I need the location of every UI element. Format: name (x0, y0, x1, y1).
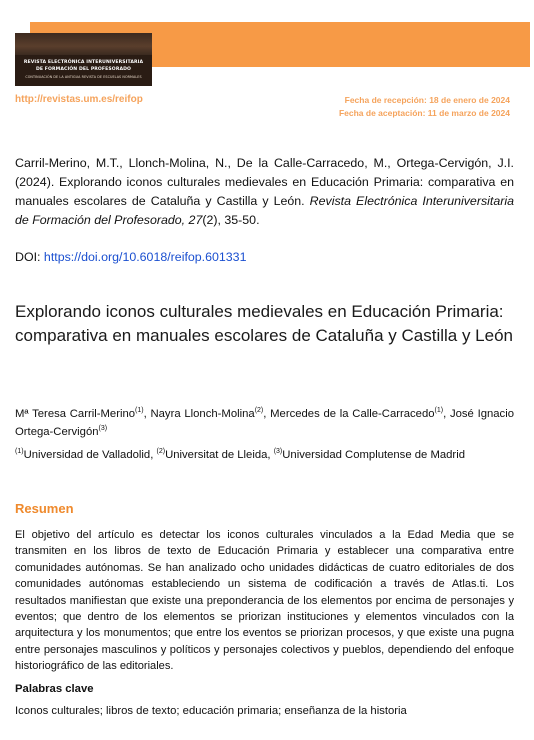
abstract-text: El objetivo del artículo es detectar los iconos culturales vinculados a la Edad Media que se transmiten en los libros de texto de Educación Primaria y establecer una comparativa entre comunidades autónomas. Se han analizado ocho unidades didácticas de cuatro editoriales de dos comunidades autónomas estableciendo un sistema de codificación a través de Atlas.ti. Los resultados manifiestan que existe una preponderancia de los elementos por encima de personajes y eventos; que dentro de los elementos se priorizan instituciones y elementos vinculados con la arquitectura y los monumentos; que entre los eventos se priorizan procesos, y que existe una pugna entre personajes masculinos y políticos y personajes colectivos y pueblos, dependiendo del enfoque historiográfico de las editoriales. (15, 529, 514, 673)
affiliation-mark: (3) (273, 448, 283, 455)
logo-subtitle: CONTINUACIÓN DE LA ANTIGUA REVISTA DE ESCUELAS NORMALES (25, 75, 142, 79)
author-name: José Ignacio Ortega-Cervigón (15, 408, 514, 438)
doi-link[interactable]: https://doi.org/10.6018/reifop.601331 (43, 250, 247, 264)
affiliation-name: Universitat de Lleida (165, 449, 268, 461)
logo-title-line-1: REVISTA ELECTRÓNICA INTERUNIVERSITARIA (23, 60, 144, 65)
accepted-date: Fecha de aceptación: 11 de marzo de 2024 (338, 108, 510, 118)
keywords-heading: Palabras clave (15, 683, 94, 695)
author-name: Mª Teresa Carril-Merino (15, 408, 136, 420)
citation-issue-pages: (2), 35-50. (202, 213, 260, 227)
logo-title-line-2: DE FORMACIÓN DEL PROFESORADO (35, 67, 132, 72)
author-list (15, 405, 514, 441)
logo-image-band (15, 33, 152, 55)
author-separator: , (143, 408, 151, 420)
citation-text: Carril-Merino, M.T., Llonch-Molina, N., De la Calle-Carracedo, M., Ortega-Cervigón, J.I. (2024). Explorando iconos culturales medievales en Educación Primaria: comparativa en manuales escolares de Cataluña y Castilla y León. (15, 156, 514, 208)
affiliation-mark: (2) (156, 448, 166, 455)
article-title: Explorando iconos culturales medievales en Educación Primaria: comparativa en manuales escolares de Cataluña y Castilla y León (15, 302, 513, 345)
affiliation-separator: , (267, 449, 274, 461)
keywords-text: Iconos culturales; libros de texto; educación primaria; enseñanza de la historia (15, 705, 407, 717)
author-affiliation-mark: (3) (98, 425, 108, 432)
journal-logo (15, 33, 152, 86)
author-affiliation-mark: (2) (254, 407, 264, 414)
author-name: Mercedes de la Calle-Carracedo (270, 408, 435, 420)
publication-dates (339, 94, 510, 120)
doi-label: DOI: (15, 250, 44, 264)
doi-line (15, 250, 246, 264)
author-affiliation-mark: (1) (135, 407, 144, 414)
citation-journal: Revista Electrónica Interuniversitaria de Formación del Profesorado, 27 (15, 194, 515, 227)
citation-block (15, 154, 514, 230)
affiliation-separator: , (150, 449, 157, 461)
author-separator: , (443, 408, 450, 420)
affiliation-name: Universidad Complutense de Madrid (282, 449, 465, 461)
affiliation-list (15, 446, 525, 464)
abstract-heading: Resumen (15, 501, 74, 516)
affiliation-mark: (1) (15, 448, 24, 455)
affiliation-name: Universidad de Valladolid (23, 449, 151, 461)
author-separator: , (263, 408, 271, 420)
author-name: Nayra Llonch-Molina (150, 408, 255, 420)
journal-url-link[interactable]: http://revistas.um.es/reifop (15, 94, 143, 105)
author-affiliation-mark: (1) (434, 407, 444, 414)
received-date: Fecha de recepción: 18 de enero de 2024 (344, 95, 510, 105)
